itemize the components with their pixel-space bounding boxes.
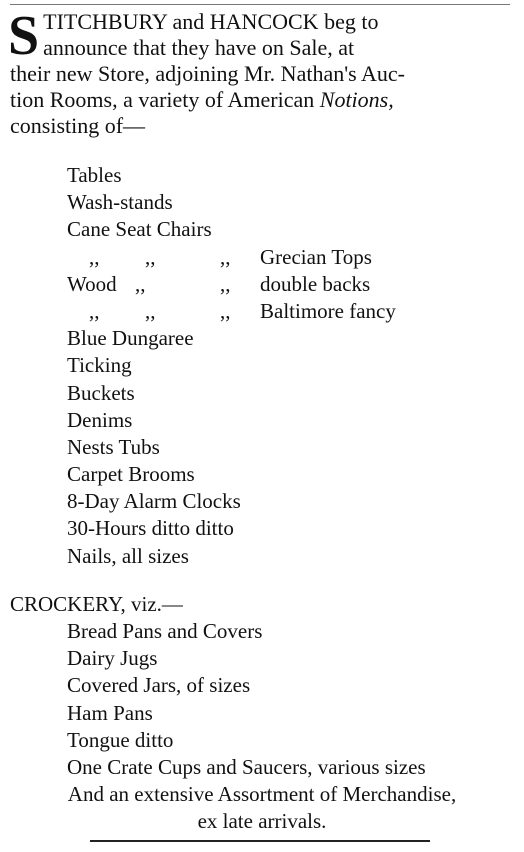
bottom-rule xyxy=(90,840,430,842)
chair-desc: Baltimore fancy xyxy=(260,298,396,323)
ditto-mark: ,, xyxy=(220,244,231,269)
list-item: Blue Dungaree xyxy=(67,326,194,351)
list-item: Wash-stands xyxy=(67,190,173,215)
chair-row xyxy=(67,271,371,298)
closing-line: ex late arrivals. xyxy=(197,809,327,833)
intro-line: their new Store, adjoining Mr. Nathan's Auc- xyxy=(10,61,406,86)
top-rule xyxy=(10,4,510,5)
notions-italic: Notions, xyxy=(319,87,394,112)
list-item: Ticking xyxy=(67,353,132,378)
list-item: Tables xyxy=(67,163,122,187)
intro-line: TITCHBURY and HANCOCK beg to xyxy=(43,9,379,34)
list-item: 8-Day Alarm Clocks xyxy=(67,489,241,514)
chair-col: Wood xyxy=(67,271,117,296)
intro-line-text: tion Rooms, a variety of American xyxy=(10,87,315,112)
chair-row xyxy=(67,298,396,325)
list-item: Denims xyxy=(67,407,133,432)
list-item: Covered Jars, of sizes xyxy=(67,673,251,698)
list-item: Dairy Jugs xyxy=(67,646,158,671)
list-item: 30-Hours ditto ditto xyxy=(67,516,234,541)
chair-desc: double backs xyxy=(260,271,371,296)
closing-line: And an extensive Assortment of Merchandise, xyxy=(67,782,457,806)
ditto-mark: ,, xyxy=(89,244,100,269)
closing-paragraph xyxy=(0,781,524,835)
ditto-mark: ,, xyxy=(220,298,231,323)
chair-row xyxy=(67,244,372,271)
list-item: Buckets xyxy=(67,380,135,405)
list-item: Ham Pans xyxy=(67,700,153,725)
list-item: Nails, all sizes xyxy=(67,543,189,568)
ditto-mark: ,, xyxy=(145,298,156,323)
intro-paragraph xyxy=(8,5,518,139)
list-item: Cane Seat Chairs xyxy=(67,217,212,242)
intro-line: consisting of— xyxy=(10,113,146,138)
crockery-list xyxy=(67,618,426,781)
item-list xyxy=(67,162,396,570)
ditto-mark: ,, xyxy=(89,298,100,323)
list-item: Nests Tubs xyxy=(67,434,160,459)
crockery-heading: CROCKERY, viz.— xyxy=(10,592,183,616)
list-item: One Crate Cups and Saucers, various sizes xyxy=(67,754,426,779)
ditto-mark: ,, xyxy=(135,271,146,296)
chair-desc: Grecian Tops xyxy=(260,244,372,269)
list-item: Carpet Brooms xyxy=(67,462,195,487)
intro-line-with-italic xyxy=(10,87,518,113)
drop-cap: S xyxy=(8,5,40,67)
ditto-mark: ,, xyxy=(220,271,231,296)
list-item: Tongue ditto xyxy=(67,727,174,752)
ditto-mark: ,, xyxy=(145,244,156,269)
intro-line: announce that they have on Sale, at xyxy=(43,35,355,60)
list-item: Bread Pans and Covers xyxy=(67,619,263,643)
